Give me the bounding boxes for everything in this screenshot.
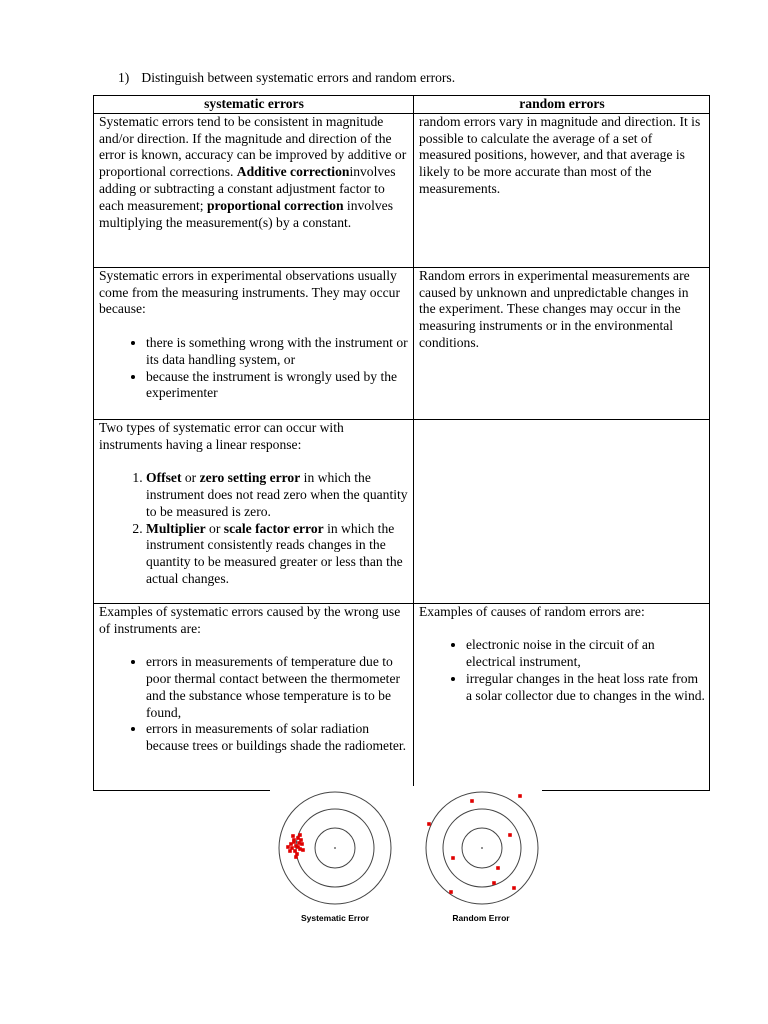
systematic-hit-marker	[292, 838, 296, 842]
systematic-cell	[94, 267, 414, 419]
text-run: involves multiplying the measurement(s) by a constant.	[99, 197, 393, 230]
bullet-list	[99, 335, 409, 402]
bullet-list	[99, 654, 409, 755]
systematic-hit-marker	[300, 842, 304, 846]
systematic-target	[279, 792, 391, 904]
systematic-hit-marker	[301, 848, 305, 852]
bold-term: Multiplier	[146, 520, 206, 536]
systematic-hit-marker	[288, 849, 292, 853]
list-item	[146, 470, 409, 520]
question-text: Distinguish between systematic errors and random errors.	[141, 70, 456, 85]
target-center-dot	[334, 847, 336, 849]
cell-intro: Systematic errors in experimental observations usually come from the measuring instruments. They may occur because:	[99, 267, 400, 317]
list-item: • electronic noise in the circuit of an electrical instrument,	[466, 637, 705, 671]
question-heading	[118, 70, 718, 87]
random-hit-marker	[518, 794, 522, 798]
random-cell	[414, 267, 710, 419]
header-row	[94, 96, 710, 114]
random-cell	[414, 603, 710, 790]
bold-term: scale factor error	[223, 520, 324, 536]
text-run: random errors vary in magnitude and direction. It is possible to calculate the average of a set of measured positions, however, and that average is likely to be more accurate than most of the measurements.	[419, 113, 701, 196]
table-row	[94, 267, 710, 419]
bold-term: Additive correction	[236, 164, 350, 180]
random-cell	[414, 113, 710, 267]
systematic-hit-marker	[296, 845, 300, 849]
systematic-hit-marker	[291, 834, 295, 838]
text-run: or	[181, 470, 200, 486]
random-hit-marker	[496, 866, 500, 870]
bold-term: proportional correction	[206, 197, 344, 213]
random-hit-marker	[449, 890, 453, 894]
text-run: Systematic errors tend to be consistent in magnitude and/or direction. If the magnitude and direction of the error is known, accuracy can be improved by additive or proportional corrections.	[99, 113, 407, 180]
text-run: Random errors in experimental measurements are caused by unknown and unpredictable changes in the experiment. These changes may occur in the measuring instruments or in the environmental conditions.	[419, 267, 690, 350]
bullet-list	[419, 637, 705, 704]
comparison-table	[93, 95, 710, 791]
bold-term: zero setting error	[199, 470, 301, 486]
systematic-hit-marker	[299, 838, 303, 842]
systematic-hit-marker	[286, 845, 290, 849]
header-random: random errors	[414, 96, 710, 114]
bold-term: Offset	[146, 470, 182, 486]
table-row	[94, 603, 710, 790]
list-item: • irregular changes in the heat loss rate from a solar collector due to changes in the wind.	[466, 671, 705, 705]
cell-intro: Examples of systematic errors caused by the wrong use of instruments are:	[99, 603, 401, 636]
systematic-hit-marker	[294, 855, 298, 859]
header-systematic: systematic errors	[94, 96, 414, 114]
cell-intro: Examples of causes of random errors are:	[419, 603, 645, 619]
caption-systematic: Systematic Error	[300, 913, 370, 923]
text-run: or	[205, 520, 224, 536]
random-target	[426, 792, 538, 904]
list-item: • errors in measurements of temperature due to poor thermal contact between the thermometer and the substance whose temperature is to be found,	[146, 654, 409, 721]
systematic-cell	[94, 603, 414, 790]
table-row	[94, 419, 710, 603]
random-hit-marker	[470, 799, 474, 803]
list-item: • errors in measurements of solar radiation because trees or buildings shade the radiometer.	[146, 721, 409, 755]
random-hit-marker	[508, 833, 512, 837]
table-row	[94, 113, 710, 267]
random-hit-marker	[451, 856, 455, 860]
systematic-marker-group	[286, 833, 305, 859]
target-center-dot	[481, 847, 483, 849]
list-item: • there is something wrong with the instrument or its data handling system, or	[146, 335, 409, 369]
list-item: • because the instrument is wrongly used by the experimenter	[146, 369, 409, 403]
random-hit-marker	[492, 881, 496, 885]
random-hit-marker	[427, 822, 431, 826]
text-run: involves adding or subtracting a constant adjustment factor to each measurement;	[99, 164, 396, 213]
systematic-hit-marker	[298, 833, 302, 837]
caption-random: Random Error	[452, 913, 510, 923]
text-run: in which the instrument does not read zero when the quantity to be measured is zero.	[146, 470, 408, 519]
numbered-list	[99, 470, 409, 588]
random-hit-marker	[512, 886, 516, 890]
text-run: in which the instrument consistently reads changes in the quantity to be measured greater or less than the actual changes.	[146, 520, 403, 586]
target-diagram-figure	[270, 786, 542, 926]
systematic-cell	[94, 419, 414, 603]
systematic-cell	[94, 113, 414, 267]
list-item	[146, 521, 409, 588]
cell-intro: Two types of systematic error can occur with instruments having a linear response:	[99, 419, 344, 452]
question-number: 1)	[118, 70, 130, 85]
random-cell	[414, 419, 710, 603]
target-diagram	[270, 786, 542, 926]
